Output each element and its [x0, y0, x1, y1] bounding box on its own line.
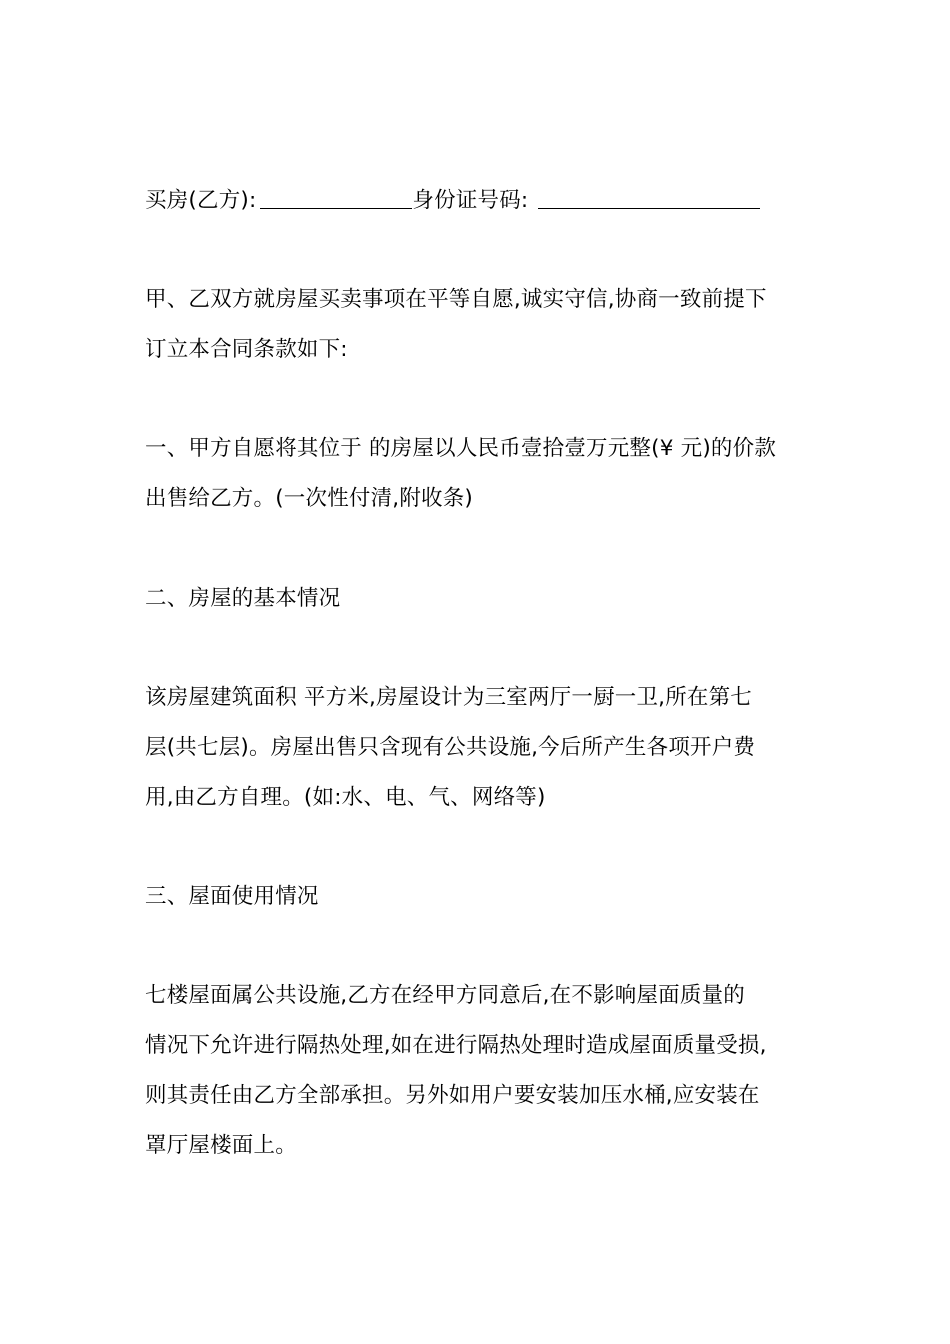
preamble-line-2: 订立本合同条款如下: [145, 337, 348, 362]
clause-3-heading: 三、屋面使用情况 [145, 884, 319, 909]
clause-1-line-1: 一、甲方自愿将其位于 的房屋以人民币壹拾壹万元整(¥ 元)的价款 [145, 436, 777, 461]
clause-3-line-2: 情况下允许进行隔热处理,如在进行隔热处理时造成屋面质量受损, [145, 1033, 767, 1058]
buyer-line [145, 186, 760, 216]
clause-3-line-1: 七楼屋面属公共设施,乙方在经甲方同意后,在不影响屋面质量的 [145, 983, 745, 1008]
clause-3-line-3: 则其责任由乙方全部承担。另外如用户要安装加压水桶,应安装在 [145, 1083, 760, 1108]
id-number-blank [538, 186, 760, 209]
clause-3-line-4: 罩厅屋楼面上。 [145, 1133, 297, 1158]
id-number-label: 身份证号码: [412, 188, 529, 213]
preamble-line-1: 甲、乙双方就房屋买卖事项在平等自愿,诚实守信,协商一致前提下 [145, 287, 767, 312]
clause-2-line-1: 该房屋建筑面积 平方米,房屋设计为三室两厅一厨一卫,所在第七 [145, 685, 753, 710]
clause-2-heading: 二、房屋的基本情况 [145, 586, 341, 611]
buyer-label: 买房(乙方): [145, 188, 257, 213]
clause-1-line-2: 出售给乙方。(一次性付清,附收条) [145, 486, 474, 511]
buyer-name-blank [260, 186, 412, 209]
clause-2-line-2: 层(共七层)。房屋出售只含现有公共设施,今后所产生各项开户费 [145, 735, 756, 760]
clause-2-line-3: 用,由乙方自理。(如:水、电、气、网络等) [145, 785, 546, 810]
